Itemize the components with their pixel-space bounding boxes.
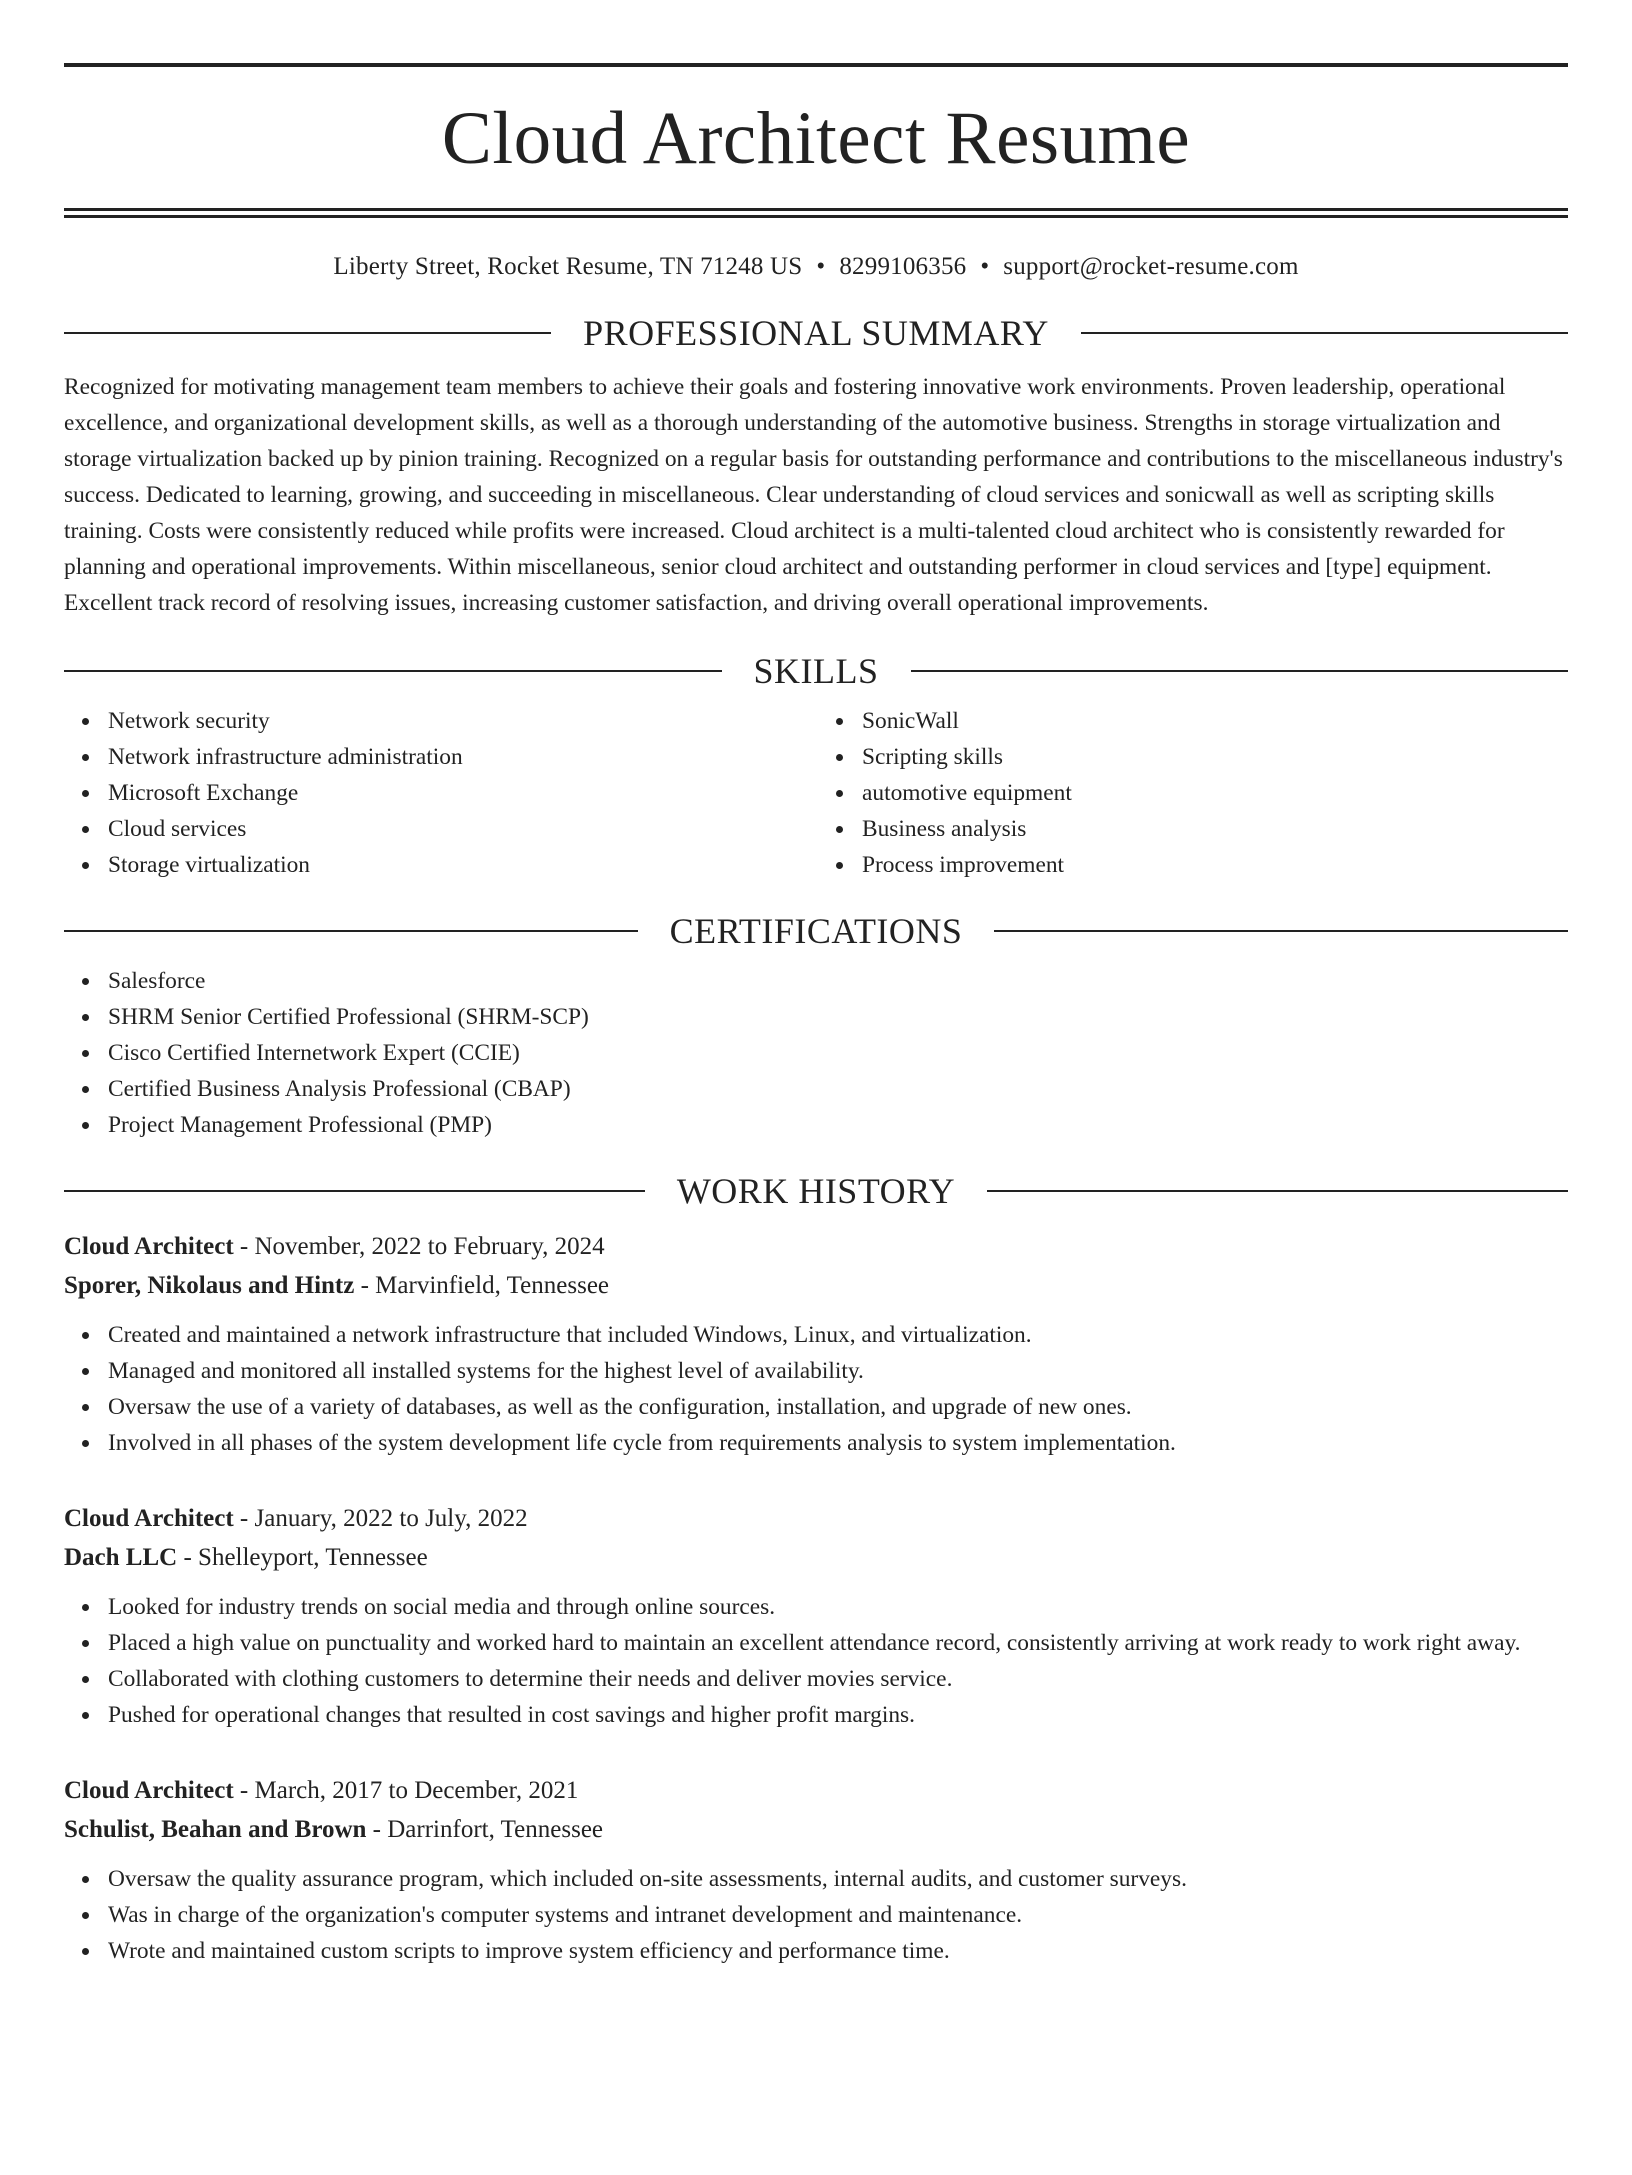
job-entry xyxy=(64,1771,1568,1969)
summary-text: Recognized for motivating management team members to achieve their goals and fostering innovative work environments. Proven leadership, operational excellence, and organizational development skills, as well as a thorough understanding of the automotive business. Strengths in storage virtualization and storage virtualization backed up by pinion training. Recognized on a regular basis for outstanding performance and contributions to the miscellaneous industry's success. Dedicated to learning, growing, and succeeding in miscellaneous. Clear understanding of cloud services and sonicwall as well as scripting skills training. Costs were consistently reduced while profits were increased. Cloud architect is a multi-talented cloud architect who is consistently rewarded for planning and operational improvements. Within miscellaneous, senior cloud architect and outstanding performer in cloud services and [type] equipment. Excellent track record of resolving issues, increasing customer satisfaction, and driving overall operational improvements. xyxy=(64,374,1563,616)
job-company: Dach LLC xyxy=(64,1544,178,1571)
divider xyxy=(64,930,638,932)
job-company-line xyxy=(64,1810,1568,1849)
job-bullets xyxy=(64,1317,1568,1461)
skills-section-header xyxy=(64,653,1568,689)
list-item: automotive equipment xyxy=(862,775,1568,811)
skills-list-left xyxy=(64,703,816,883)
job-bullets xyxy=(64,1861,1568,1969)
job-title: Cloud Architect xyxy=(64,1777,234,1804)
list-item: Involved in all phases of the system development life cycle from requirements analysis to system implementation. xyxy=(108,1425,1568,1461)
list-item: Managed and monitored all installed systems for the highest level of availability. xyxy=(108,1353,1568,1389)
contact-email: support@rocket-resume.com xyxy=(1003,253,1299,280)
skills-column-left xyxy=(64,689,816,883)
list-item: Cloud services xyxy=(108,811,816,847)
job-company: Sporer, Nikolaus and Hintz xyxy=(64,1272,355,1299)
divider xyxy=(1081,332,1568,334)
job-title-line xyxy=(64,1771,1568,1810)
list-item: Looked for industry trends on social media and through online sources. xyxy=(108,1589,1568,1625)
summary-section-header xyxy=(64,315,1568,351)
skills-heading: SKILLS xyxy=(753,651,879,691)
summary-heading: PROFESSIONAL SUMMARY xyxy=(583,313,1049,353)
contact-address: Liberty Street, Rocket Resume, TN 71248 US xyxy=(333,253,803,280)
job-title-line xyxy=(64,1499,1568,1538)
job-company-line xyxy=(64,1538,1568,1577)
certifications-heading: CERTIFICATIONS xyxy=(669,911,963,951)
divider xyxy=(64,1190,645,1192)
skills-grid xyxy=(64,689,1568,883)
contact-line xyxy=(64,254,1568,279)
list-item: Certified Business Analysis Professional (CBAP) xyxy=(108,1071,1568,1107)
contact-phone: 8299106356 xyxy=(839,253,967,280)
list-item: Process improvement xyxy=(862,847,1568,883)
list-item: Salesforce xyxy=(108,963,1568,999)
certifications-list xyxy=(64,963,1568,1143)
list-item: Collaborated with clothing customers to determine their needs and deliver movies service. xyxy=(108,1661,1568,1697)
list-item: Microsoft Exchange xyxy=(108,775,816,811)
job-entry xyxy=(64,1227,1568,1461)
job-company-line xyxy=(64,1266,1568,1305)
list-item: SHRM Senior Certified Professional (SHRM-SCP) xyxy=(108,999,1568,1035)
list-item: Pushed for operational changes that resulted in cost savings and higher profit margins. xyxy=(108,1697,1568,1733)
list-item: Project Management Professional (PMP) xyxy=(108,1107,1568,1143)
title-double-rule xyxy=(64,208,1568,218)
skills-column-right xyxy=(816,689,1568,883)
list-item: Was in charge of the organization's computer systems and intranet development and maintenance. xyxy=(108,1897,1568,1933)
job-dates: - March, 2017 to December, 2021 xyxy=(233,1777,579,1804)
divider xyxy=(987,1190,1568,1192)
divider xyxy=(64,670,722,672)
job-location: - Shelleyport, Tennessee xyxy=(177,1544,428,1571)
job-company: Schulist, Beahan and Brown xyxy=(64,1816,367,1843)
list-item: Business analysis xyxy=(862,811,1568,847)
list-item: Wrote and maintained custom scripts to improve system efficiency and performance time. xyxy=(108,1933,1568,1969)
list-item: Oversaw the use of a variety of databases, as well as the configuration, installation, and upgrade of new ones. xyxy=(108,1389,1568,1425)
job-bullets xyxy=(64,1589,1568,1733)
list-item: Storage virtualization xyxy=(108,847,816,883)
job-dates: - January, 2022 to July, 2022 xyxy=(233,1505,528,1532)
list-item: Oversaw the quality assurance program, which included on-site assessments, internal audits, and customer surveys. xyxy=(108,1861,1568,1897)
work-history-section-header xyxy=(64,1173,1568,1209)
divider xyxy=(911,670,1569,672)
list-item: SonicWall xyxy=(862,703,1568,739)
job-title: Cloud Architect xyxy=(64,1505,234,1532)
certifications-section-header xyxy=(64,913,1568,949)
list-item: Network security xyxy=(108,703,816,739)
job-title: Cloud Architect xyxy=(64,1233,234,1260)
list-item: Cisco Certified Internetwork Expert (CCIE) xyxy=(108,1035,1568,1071)
page-title: Cloud Architect Resume xyxy=(441,97,1191,180)
list-item: Created and maintained a network infrastructure that included Windows, Linux, and virtualization. xyxy=(108,1317,1568,1353)
job-entry xyxy=(64,1499,1568,1733)
list-item: Network infrastructure administration xyxy=(108,739,816,775)
contact-separator: • xyxy=(980,253,990,280)
resume-page xyxy=(0,63,1632,2175)
work-history-heading: WORK HISTORY xyxy=(676,1171,956,1211)
job-dates: - November, 2022 to February, 2024 xyxy=(233,1233,605,1260)
contact-separator: • xyxy=(816,253,826,280)
top-rule xyxy=(64,63,1568,67)
job-title-line xyxy=(64,1227,1568,1266)
job-location: - Marvinfield, Tennessee xyxy=(354,1272,610,1299)
job-location: - Darrinfort, Tennessee xyxy=(366,1816,604,1843)
list-item: Scripting skills xyxy=(862,739,1568,775)
divider xyxy=(64,332,551,334)
skills-list-right xyxy=(816,703,1568,883)
list-item: Placed a high value on punctuality and worked hard to maintain an excellent attendance record, consistently arriving at work ready to work right away. xyxy=(108,1625,1568,1661)
divider xyxy=(994,930,1568,932)
